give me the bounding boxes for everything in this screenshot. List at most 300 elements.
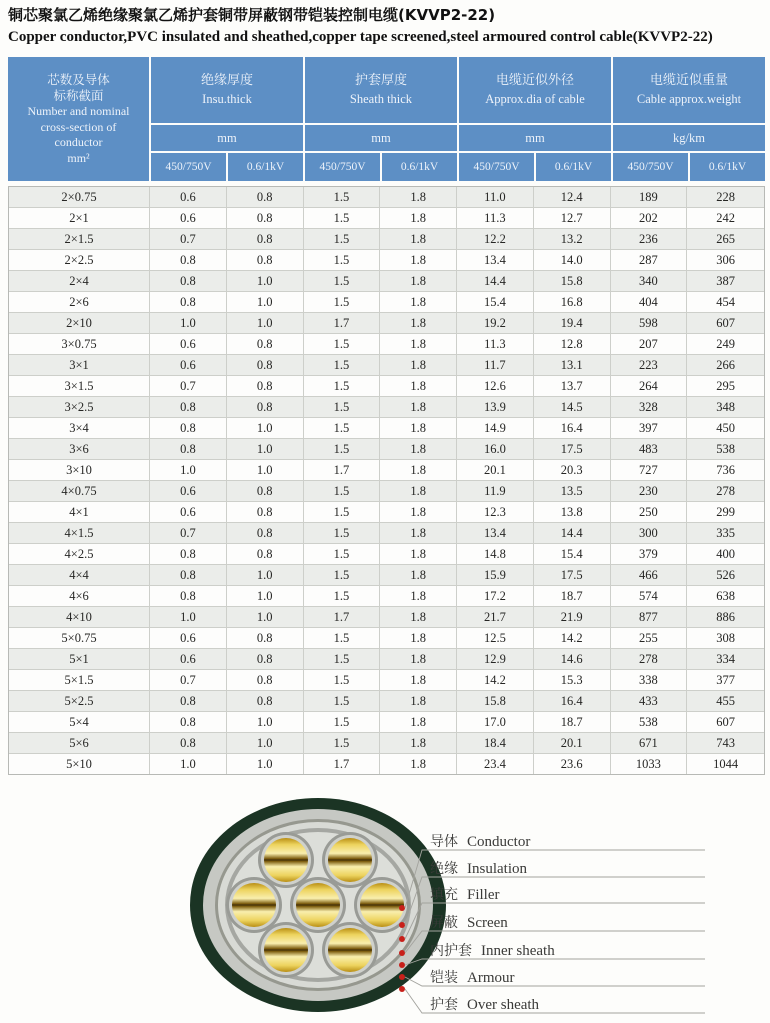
label-over-sheath: 护套 Over sheath xyxy=(430,997,540,1013)
row-cross-section: 5×2.5 xyxy=(9,691,150,711)
table-cell: 264 xyxy=(611,376,688,396)
table-cell: 1.5 xyxy=(304,523,381,543)
table-cell: 13.7 xyxy=(534,376,611,396)
table-cell: 1.5 xyxy=(304,481,381,501)
table-cell: 0.8 xyxy=(150,292,227,312)
table-cell: 1.8 xyxy=(380,439,457,459)
table-cell: 1.0 xyxy=(227,754,304,774)
table-cell: 1.5 xyxy=(304,712,381,732)
table-cell: 16.4 xyxy=(534,691,611,711)
spec-table-body xyxy=(8,186,765,775)
table-cell: 1033 xyxy=(611,754,688,774)
label-filler: 填充 Filler xyxy=(430,887,500,903)
table-cell: 202 xyxy=(611,208,688,228)
voltage-col-0: 450/750V xyxy=(151,153,226,181)
table-cell: 607 xyxy=(716,316,735,330)
conductor-core xyxy=(226,877,282,933)
header-conductor-cross-section: 芯数及导体 标称截面 Number and nominal cross-section of conductor mm² xyxy=(8,57,149,181)
table-row xyxy=(9,334,764,355)
table-cell: 328 xyxy=(611,397,688,417)
table-cell: 1.8 xyxy=(380,229,457,249)
table-cell: 1.5 xyxy=(304,670,381,690)
table-cell: 1.8 xyxy=(380,544,457,564)
table-cell: 250 xyxy=(611,502,688,522)
table-cell: 1.5 xyxy=(304,586,381,606)
table-cell: 249 xyxy=(716,337,735,351)
table-cell: 0.8 xyxy=(150,712,227,732)
row-cross-section: 5×4 xyxy=(9,712,150,732)
page-title-zh: 铜芯聚氯乙烯绝缘聚氯乙烯护套铜带屏蔽钢带铠装控制电缆(KVVP2-22) xyxy=(8,6,496,24)
table-cell: 0.8 xyxy=(227,187,304,207)
table-cell: 13.1 xyxy=(534,355,611,375)
table-cell: 0.8 xyxy=(227,250,304,270)
table-cell: 14.2 xyxy=(534,628,611,648)
table-cell: 1.0 xyxy=(150,607,227,627)
row-cross-section: 2×6 xyxy=(9,292,150,312)
table-cell: 17.5 xyxy=(534,439,611,459)
table-cell: 340 xyxy=(611,271,688,291)
table-cell: 16.8 xyxy=(534,292,611,312)
row-cross-section: 3×1 xyxy=(9,355,150,375)
table-cell: 0.7 xyxy=(150,523,227,543)
table-cell: 15.4 xyxy=(457,292,534,312)
table-cell: 607 xyxy=(716,715,735,729)
table-cell: 11.0 xyxy=(457,187,534,207)
row-cross-section: 2×0.75 xyxy=(9,187,150,207)
table-cell: 1.5 xyxy=(304,628,381,648)
voltage-col-3: 0.6/1kV xyxy=(382,153,457,181)
marker-dot xyxy=(399,922,405,928)
row-cross-section: 4×1 xyxy=(9,502,150,522)
table-cell: 743 xyxy=(716,736,735,750)
table-cell: 230 xyxy=(611,481,688,501)
table-cell: 0.7 xyxy=(150,376,227,396)
table-cell: 1.5 xyxy=(304,649,381,669)
table-cell: 671 xyxy=(611,733,688,753)
table-cell: 379 xyxy=(611,544,688,564)
table-cell: 20.3 xyxy=(534,460,611,480)
table-cell: 12.9 xyxy=(457,649,534,669)
table-cell: 1.0 xyxy=(227,586,304,606)
table-cell: 1.8 xyxy=(380,691,457,711)
table-row xyxy=(9,754,764,774)
table-cell: 295 xyxy=(716,379,735,393)
table-cell: 12.5 xyxy=(457,628,534,648)
table-cell: 1.8 xyxy=(380,250,457,270)
table-row xyxy=(9,460,764,481)
table-cell: 16.4 xyxy=(534,418,611,438)
marker-dot xyxy=(399,936,405,942)
table-cell: 0.8 xyxy=(227,523,304,543)
table-cell: 15.8 xyxy=(457,691,534,711)
table-cell: 0.8 xyxy=(227,229,304,249)
table-cell: 13.8 xyxy=(534,502,611,522)
table-cell: 242 xyxy=(716,211,735,225)
table-cell: 21.7 xyxy=(457,607,534,627)
table-cell: 1.8 xyxy=(380,670,457,690)
voltage-col-6: 450/750V xyxy=(613,153,688,181)
conductor-core xyxy=(322,922,378,978)
table-cell: 1.5 xyxy=(304,397,381,417)
table-cell: 1044 xyxy=(713,757,739,771)
table-cell: 1.5 xyxy=(304,271,381,291)
table-cell: 11.3 xyxy=(457,208,534,228)
table-row xyxy=(9,586,764,607)
table-cell: 455 xyxy=(716,694,735,708)
table-row xyxy=(9,208,764,229)
table-cell: 0.8 xyxy=(227,355,304,375)
table-cell: 0.8 xyxy=(227,670,304,690)
table-cell: 0.8 xyxy=(150,691,227,711)
unit-insulation: mm xyxy=(151,125,303,151)
table-cell: 23.6 xyxy=(534,754,611,774)
table-cell: 1.0 xyxy=(227,271,304,291)
table-cell: 0.8 xyxy=(227,376,304,396)
table-row xyxy=(9,271,764,292)
table-cell: 0.8 xyxy=(150,544,227,564)
table-cell: 1.8 xyxy=(380,502,457,522)
unit-diameter: mm xyxy=(459,125,611,151)
voltage-col-2: 450/750V xyxy=(305,153,380,181)
table-cell: 1.8 xyxy=(380,292,457,312)
table-cell: 0.6 xyxy=(150,355,227,375)
table-cell: 0.6 xyxy=(150,187,227,207)
row-cross-section: 2×1.5 xyxy=(9,229,150,249)
table-cell: 1.0 xyxy=(227,565,304,585)
table-cell: 404 xyxy=(611,292,688,312)
table-cell: 0.8 xyxy=(227,334,304,354)
table-cell: 13.9 xyxy=(457,397,534,417)
table-cell: 13.4 xyxy=(457,523,534,543)
table-cell: 11.3 xyxy=(457,334,534,354)
table-cell: 1.0 xyxy=(150,460,227,480)
table-cell: 538 xyxy=(716,442,735,456)
row-cross-section: 5×0.75 xyxy=(9,628,150,648)
table-cell: 255 xyxy=(611,628,688,648)
table-cell: 207 xyxy=(611,334,688,354)
table-cell: 1.5 xyxy=(304,733,381,753)
table-row xyxy=(9,397,764,418)
table-cell: 13.4 xyxy=(457,250,534,270)
table-row xyxy=(9,481,764,502)
table-cell: 0.8 xyxy=(150,439,227,459)
table-cell: 0.8 xyxy=(150,271,227,291)
table-cell: 1.0 xyxy=(150,754,227,774)
table-row xyxy=(9,712,764,733)
table-cell: 1.8 xyxy=(380,208,457,228)
table-cell: 14.5 xyxy=(534,397,611,417)
table-cell: 228 xyxy=(716,190,735,204)
table-cell: 0.7 xyxy=(150,670,227,690)
table-cell: 14.8 xyxy=(457,544,534,564)
table-row xyxy=(9,565,764,586)
table-row xyxy=(9,229,764,250)
page-title-en: Copper conductor,PVC insulated and sheathed,copper tape screened,steel armoured control cable(KVVP2-22) xyxy=(8,29,713,45)
row-cross-section: 3×6 xyxy=(9,439,150,459)
marker-dot xyxy=(399,974,405,980)
table-cell: 1.8 xyxy=(380,418,457,438)
table-cell: 1.8 xyxy=(380,586,457,606)
table-cell: 1.7 xyxy=(304,607,381,627)
table-cell: 1.5 xyxy=(304,208,381,228)
table-cell: 14.6 xyxy=(534,649,611,669)
table-cell: 538 xyxy=(611,712,688,732)
table-row xyxy=(9,691,764,712)
table-cell: 306 xyxy=(716,253,735,267)
header-approx-diameter: 电缆近似外径 Approx.dia of cable xyxy=(459,57,611,123)
table-row xyxy=(9,250,764,271)
table-cell: 14.4 xyxy=(534,523,611,543)
table-cell: 287 xyxy=(611,250,688,270)
table-cell: 18.7 xyxy=(534,586,611,606)
row-cross-section: 3×4 xyxy=(9,418,150,438)
table-row xyxy=(9,628,764,649)
table-cell: 1.0 xyxy=(227,418,304,438)
table-cell: 0.8 xyxy=(227,397,304,417)
table-cell: 1.5 xyxy=(304,250,381,270)
spec-table-header xyxy=(8,57,765,181)
table-cell: 14.0 xyxy=(534,250,611,270)
table-cell: 0.8 xyxy=(150,250,227,270)
table-cell: 1.8 xyxy=(380,313,457,333)
marker-dot xyxy=(399,986,405,992)
table-cell: 1.0 xyxy=(227,607,304,627)
table-cell: 338 xyxy=(611,670,688,690)
table-cell: 16.0 xyxy=(457,439,534,459)
table-cell: 21.9 xyxy=(534,607,611,627)
table-cell: 1.8 xyxy=(380,355,457,375)
voltage-col-4: 450/750V xyxy=(459,153,534,181)
table-cell: 886 xyxy=(716,610,735,624)
table-cell: 1.8 xyxy=(380,565,457,585)
table-cell: 598 xyxy=(611,313,688,333)
table-cell: 17.2 xyxy=(457,586,534,606)
table-cell: 1.8 xyxy=(380,649,457,669)
table-cell: 1.8 xyxy=(380,460,457,480)
table-cell: 1.5 xyxy=(304,544,381,564)
table-cell: 300 xyxy=(611,523,688,543)
table-cell: 334 xyxy=(716,652,735,666)
table-cell: 0.6 xyxy=(150,481,227,501)
row-cross-section: 3×0.75 xyxy=(9,334,150,354)
cable-cross-section-diagram xyxy=(0,778,770,1023)
table-cell: 1.0 xyxy=(150,313,227,333)
table-cell: 0.8 xyxy=(150,586,227,606)
table-cell: 0.6 xyxy=(150,208,227,228)
row-cross-section: 2×2.5 xyxy=(9,250,150,270)
table-cell: 483 xyxy=(611,439,688,459)
table-cell: 1.8 xyxy=(380,397,457,417)
table-cell: 223 xyxy=(611,355,688,375)
table-cell: 454 xyxy=(716,295,735,309)
table-cell: 12.7 xyxy=(534,208,611,228)
table-cell: 335 xyxy=(716,526,735,540)
table-cell: 397 xyxy=(611,418,688,438)
voltage-col-1: 0.6/1kV xyxy=(228,153,303,181)
table-cell: 20.1 xyxy=(457,460,534,480)
table-cell: 1.0 xyxy=(227,733,304,753)
row-cross-section: 5×6 xyxy=(9,733,150,753)
table-cell: 15.9 xyxy=(457,565,534,585)
table-cell: 348 xyxy=(716,400,735,414)
table-cell: 266 xyxy=(716,358,735,372)
table-row xyxy=(9,670,764,691)
table-cell: 19.2 xyxy=(457,313,534,333)
leader-line xyxy=(405,959,705,965)
table-cell: 0.8 xyxy=(227,691,304,711)
table-cell: 1.8 xyxy=(380,271,457,291)
table-cell: 17.0 xyxy=(457,712,534,732)
table-cell: 1.5 xyxy=(304,355,381,375)
table-cell: 1.0 xyxy=(227,292,304,312)
conductor-core xyxy=(290,877,346,933)
table-cell: 13.2 xyxy=(534,229,611,249)
table-cell: 14.2 xyxy=(457,670,534,690)
table-cell: 1.8 xyxy=(380,733,457,753)
row-cross-section: 4×10 xyxy=(9,607,150,627)
table-cell: 1.5 xyxy=(304,439,381,459)
row-cross-section: 3×2.5 xyxy=(9,397,150,417)
table-cell: 19.4 xyxy=(534,313,611,333)
row-cross-section: 2×1 xyxy=(9,208,150,228)
table-cell: 0.8 xyxy=(150,565,227,585)
table-cell: 0.8 xyxy=(227,544,304,564)
row-cross-section: 3×1.5 xyxy=(9,376,150,396)
table-cell: 189 xyxy=(611,187,688,207)
table-cell: 0.6 xyxy=(150,628,227,648)
table-cell: 387 xyxy=(716,274,735,288)
row-cross-section: 4×6 xyxy=(9,586,150,606)
table-cell: 526 xyxy=(716,568,735,582)
marker-dot xyxy=(399,950,405,956)
row-cross-section: 4×0.75 xyxy=(9,481,150,501)
table-cell: 12.4 xyxy=(534,187,611,207)
table-cell: 0.8 xyxy=(227,628,304,648)
label-inner-sheath: 内护套 Inner sheath xyxy=(430,943,555,959)
table-cell: 1.8 xyxy=(380,334,457,354)
row-cross-section: 4×2.5 xyxy=(9,544,150,564)
table-cell: 0.6 xyxy=(150,502,227,522)
header-sheath-thickness: 护套厚度 Sheath thick xyxy=(305,57,457,123)
table-cell: 1.8 xyxy=(380,376,457,396)
row-cross-section: 3×10 xyxy=(9,460,150,480)
table-cell: 400 xyxy=(716,547,735,561)
table-cell: 278 xyxy=(716,484,735,498)
table-cell: 17.5 xyxy=(534,565,611,585)
table-cell: 13.5 xyxy=(534,481,611,501)
table-row xyxy=(9,649,764,670)
table-cell: 1.5 xyxy=(304,187,381,207)
table-row xyxy=(9,187,764,208)
row-cross-section: 2×4 xyxy=(9,271,150,291)
table-cell: 0.6 xyxy=(150,334,227,354)
row-cross-section: 4×4 xyxy=(9,565,150,585)
table-cell: 1.5 xyxy=(304,376,381,396)
table-cell: 1.8 xyxy=(380,754,457,774)
table-cell: 0.8 xyxy=(227,649,304,669)
table-cell: 1.5 xyxy=(304,565,381,585)
unit-sheath: mm xyxy=(305,125,457,151)
table-row xyxy=(9,607,764,628)
table-cell: 299 xyxy=(716,505,735,519)
table-cell: 23.4 xyxy=(457,754,534,774)
table-cell: 15.8 xyxy=(534,271,611,291)
unit-weight: kg/km xyxy=(613,125,765,151)
table-cell: 308 xyxy=(716,631,735,645)
label-insulation: 绝缘 Insulation xyxy=(430,861,527,877)
table-cell: 1.5 xyxy=(304,418,381,438)
table-cell: 0.8 xyxy=(150,418,227,438)
table-cell: 0.6 xyxy=(150,649,227,669)
table-cell: 0.8 xyxy=(227,208,304,228)
table-row xyxy=(9,733,764,754)
table-cell: 11.9 xyxy=(457,481,534,501)
table-cell: 11.7 xyxy=(457,355,534,375)
table-cell: 15.4 xyxy=(534,544,611,564)
table-cell: 377 xyxy=(716,673,735,687)
table-cell: 14.9 xyxy=(457,418,534,438)
table-row xyxy=(9,292,764,313)
row-cross-section: 4×1.5 xyxy=(9,523,150,543)
table-row xyxy=(9,544,764,565)
table-row xyxy=(9,313,764,334)
conductor-core xyxy=(258,832,314,888)
row-cross-section: 5×1.5 xyxy=(9,670,150,690)
table-cell: 1.0 xyxy=(227,460,304,480)
table-cell: 466 xyxy=(611,565,688,585)
label-screen: 屏蔽 Screen xyxy=(430,915,508,931)
table-cell: 15.3 xyxy=(534,670,611,690)
table-cell: 0.8 xyxy=(227,481,304,501)
table-row xyxy=(9,523,764,544)
table-cell: 236 xyxy=(611,229,688,249)
table-row xyxy=(9,502,764,523)
voltage-col-5: 0.6/1kV xyxy=(536,153,611,181)
table-cell: 0.8 xyxy=(227,502,304,522)
table-cell: 14.4 xyxy=(457,271,534,291)
table-cell: 1.8 xyxy=(380,523,457,543)
table-row xyxy=(9,418,764,439)
conductor-core xyxy=(322,832,378,888)
label-conductor: 导体 Conductor xyxy=(430,834,531,850)
table-cell: 1.5 xyxy=(304,229,381,249)
table-cell: 574 xyxy=(611,586,688,606)
table-cell: 265 xyxy=(716,232,735,246)
table-cell: 1.5 xyxy=(304,691,381,711)
table-cell: 433 xyxy=(611,691,688,711)
table-cell: 1.8 xyxy=(380,712,457,732)
label-armour: 铠装 Armour xyxy=(430,970,515,986)
table-cell: 1.0 xyxy=(227,439,304,459)
table-cell: 736 xyxy=(716,463,735,477)
table-cell: 1.8 xyxy=(380,607,457,627)
table-cell: 0.8 xyxy=(150,397,227,417)
table-cell: 727 xyxy=(611,460,688,480)
marker-dot xyxy=(399,905,405,911)
header-approx-weight: 电缆近似重量 Cable approx.weight xyxy=(613,57,765,123)
table-cell: 1.5 xyxy=(304,334,381,354)
row-cross-section: 2×10 xyxy=(9,313,150,333)
table-cell: 12.8 xyxy=(534,334,611,354)
table-cell: 1.0 xyxy=(227,712,304,732)
table-cell: 1.5 xyxy=(304,502,381,522)
table-cell: 1.0 xyxy=(227,313,304,333)
table-row xyxy=(9,376,764,397)
table-row xyxy=(9,355,764,376)
table-cell: 0.8 xyxy=(150,733,227,753)
table-cell: 12.3 xyxy=(457,502,534,522)
table-cell: 1.8 xyxy=(380,187,457,207)
